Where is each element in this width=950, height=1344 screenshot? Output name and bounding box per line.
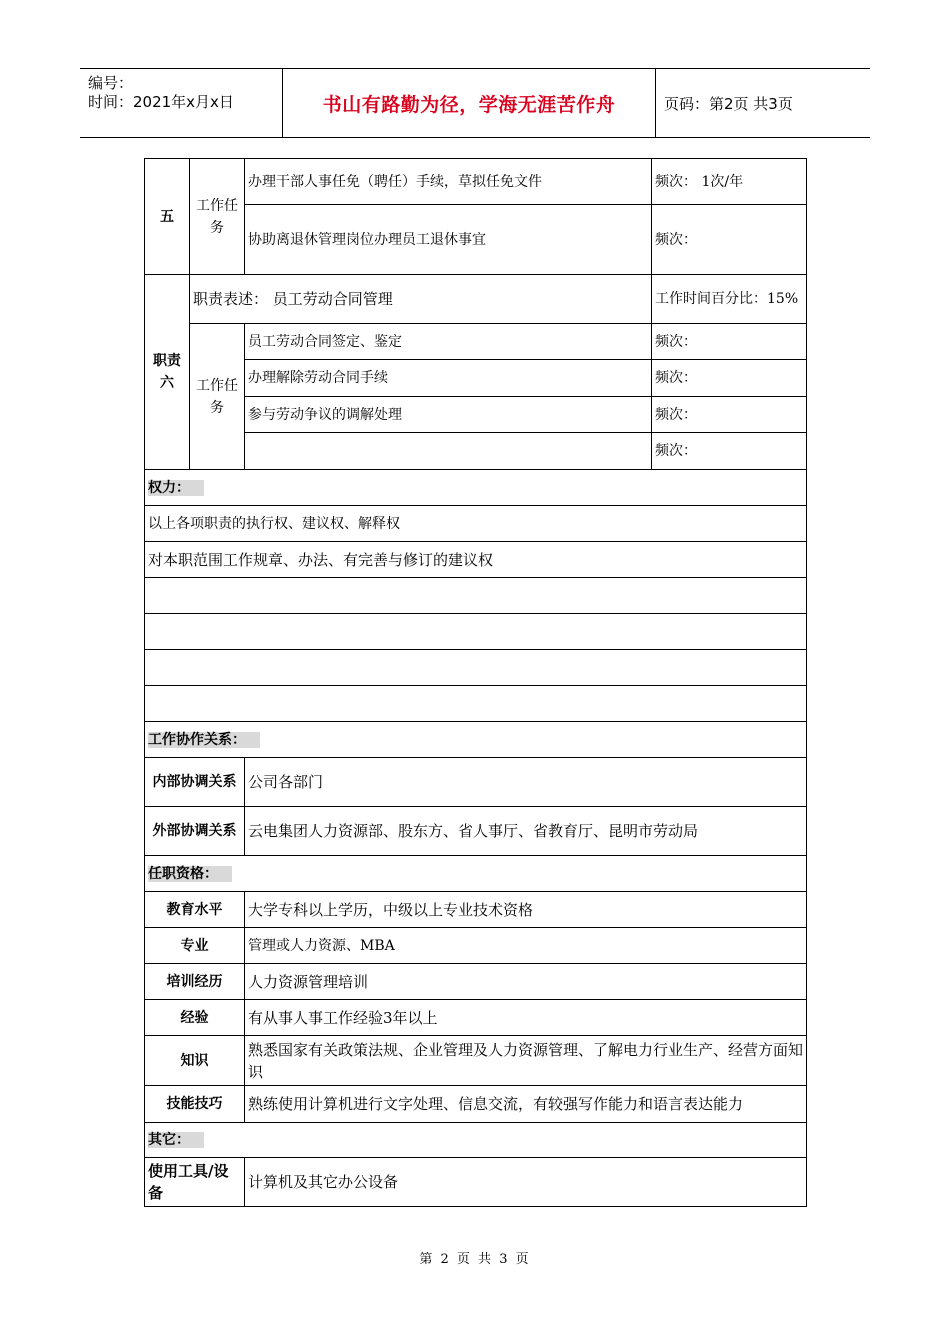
job-description-table xyxy=(144,158,807,1207)
duty6-description: 职责表述： 员工劳动合同管理 xyxy=(190,275,652,324)
qualification-row xyxy=(145,892,807,928)
header-meta xyxy=(80,69,283,137)
qualification-header-row xyxy=(145,856,807,892)
page-footer: 第 2 页 共 3 页 xyxy=(419,1252,531,1267)
other-row xyxy=(145,1158,807,1207)
duty6-task-label: 工作任务 xyxy=(190,324,245,470)
cooperation-value: 云电集团人力资源部、股东方、省人事厅、省教育厅、昆明市劳动局 xyxy=(245,807,807,856)
authority-item xyxy=(145,578,807,614)
duty5-task-text: 协助离退休管理岗位办理员工退休事宜 xyxy=(245,205,652,275)
cooperation-value: 公司各部门 xyxy=(245,758,807,807)
duty6-task-freq: 频次： xyxy=(652,433,807,470)
authority-item xyxy=(145,614,807,650)
duty5-number: 五 xyxy=(145,159,190,275)
qualification-row xyxy=(145,964,807,1000)
duty6-task-freq: 频次： xyxy=(652,397,807,433)
cooperation-row xyxy=(145,807,807,856)
duty5-task-freq: 频次： xyxy=(652,205,807,275)
header-motto-cell xyxy=(283,69,656,137)
duty5-task-freq: 频次： 1次/年 xyxy=(652,159,807,205)
qualification-label: 培训经历 xyxy=(145,964,245,1000)
qualification-value: 熟悉国家有关政策法规、企业管理及人力资源管理、了解电力行业生产、经营方面知识 xyxy=(245,1036,807,1086)
cooperation-label: 外部协调关系 xyxy=(145,807,245,856)
qualification-value: 人力资源管理培训 xyxy=(245,964,807,1000)
other-title: 其它： xyxy=(145,1123,807,1158)
authority-item: 对本职范围工作规章、办法、有完善与修订的建议权 xyxy=(145,542,807,578)
duty6-desc-row xyxy=(145,275,807,324)
time-label: 时间：2021年x月x日 xyxy=(88,93,234,111)
other-label: 使用工具/设备 xyxy=(145,1158,245,1207)
duty6-task-row xyxy=(145,360,807,397)
duty6-task-text: 办理解除劳动合同手续 xyxy=(245,360,652,397)
qualification-row xyxy=(145,928,807,964)
page-header xyxy=(80,68,870,138)
motto: 书山有路勤为径，学海无涯苦作舟 xyxy=(322,93,616,116)
header-page-cell xyxy=(656,69,870,137)
duty6-task-row xyxy=(145,433,807,470)
serial-label: 编号： xyxy=(88,74,134,92)
duty6-time-percent: 工作时间百分比：15% xyxy=(652,275,807,324)
qualification-label: 知识 xyxy=(145,1036,245,1086)
authority-row xyxy=(145,542,807,578)
authority-item xyxy=(145,686,807,722)
qualification-label: 经验 xyxy=(145,1000,245,1036)
qualification-value: 大学专科以上学历，中级以上专业技术资格 xyxy=(245,892,807,928)
cooperation-label: 内部协调关系 xyxy=(145,758,245,807)
qualification-label: 技能技巧 xyxy=(145,1086,245,1123)
duty5-task-text: 办理干部人事任免（聘任）手续，草拟任免文件 xyxy=(245,159,652,205)
qualification-value: 有从事人事工作经验3年以上 xyxy=(245,1000,807,1036)
other-value: 计算机及其它办公设备 xyxy=(245,1158,807,1207)
authority-title: 权力： xyxy=(145,470,807,506)
duty5-task-label: 工作任务 xyxy=(190,159,245,275)
duty6-number: 职责六 xyxy=(145,275,190,470)
authority-row xyxy=(145,686,807,722)
other-header-row xyxy=(145,1123,807,1158)
duty6-task-row xyxy=(145,397,807,433)
authority-row xyxy=(145,650,807,686)
qualification-row xyxy=(145,1000,807,1036)
qualification-label: 专业 xyxy=(145,928,245,964)
cooperation-title: 工作协作关系： xyxy=(145,722,807,758)
duty5-task-row xyxy=(145,159,807,205)
cooperation-header-row xyxy=(145,722,807,758)
duty6-task-freq: 频次： xyxy=(652,324,807,360)
duty6-task-freq: 频次： xyxy=(652,360,807,397)
qualification-label: 教育水平 xyxy=(145,892,245,928)
cooperation-row xyxy=(145,758,807,807)
qualification-title: 任职资格： xyxy=(145,856,807,892)
qualification-value: 熟练使用计算机进行文字处理、信息交流，有较强写作能力和语言表达能力 xyxy=(245,1086,807,1123)
authority-row xyxy=(145,506,807,542)
duty6-task-text xyxy=(245,433,652,470)
qualification-value: 管理或人力资源、MBA xyxy=(245,928,807,964)
authority-header-row xyxy=(145,470,807,506)
authority-row xyxy=(145,614,807,650)
duty5-task-row xyxy=(145,205,807,275)
duty6-task-text: 员工劳动合同签定、鉴定 xyxy=(245,324,652,360)
authority-item xyxy=(145,650,807,686)
qualification-row xyxy=(145,1036,807,1086)
duty6-task-text: 参与劳动争议的调解处理 xyxy=(245,397,652,433)
page-number-label: 页码：第2页 共3页 xyxy=(664,94,793,113)
authority-item: 以上各项职责的执行权、建议权、解释权 xyxy=(145,506,807,542)
duty6-task-row xyxy=(145,324,807,360)
authority-row xyxy=(145,578,807,614)
qualification-row xyxy=(145,1086,807,1123)
